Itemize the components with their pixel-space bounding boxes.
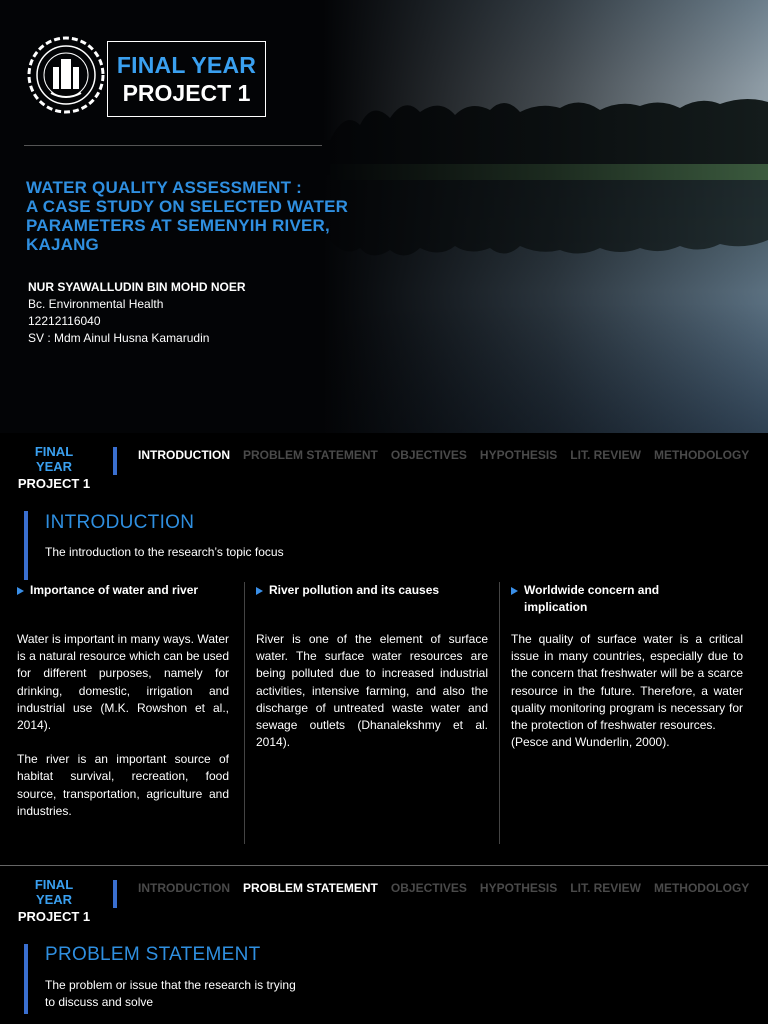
column-divider	[499, 582, 500, 844]
final-year-project-badge	[107, 41, 266, 117]
tab-introduction[interactable]: INTRODUCTION	[138, 448, 230, 462]
section-subtitle-line-2: to discuss and solve	[45, 995, 154, 1009]
tab-hypothesis[interactable]: HYPOTHESIS	[479, 881, 558, 895]
column-paragraph: The river is an important source of habitat survival, recreation, food source, transportation, agriculture and industries.	[17, 752, 229, 818]
triangle-bullet-icon	[256, 587, 263, 595]
triangle-bullet-icon	[511, 587, 518, 595]
column-citation: (Pesce and Wunderlin, 2000).	[511, 735, 670, 750]
tab-lit-review[interactable]: LIT. REVIEW	[570, 448, 641, 462]
nav-brand-line-1: FINAL YEAR	[34, 444, 74, 474]
triangle-bullet-icon	[17, 587, 24, 595]
tab-introduction[interactable]: INTRODUCTION	[138, 881, 230, 895]
title-line-1: WATER QUALITY ASSESSMENT :	[26, 178, 302, 197]
column-heading-text: River pollution and its causes	[269, 583, 440, 597]
column-paragraph: Water is important in many ways. Water is a natural resource which can be used for different purposes, namely for drinking, domestic, irrigation and industrial use (M.K. Rowshon et al., 2014).	[17, 632, 229, 733]
nav-brand-line-2: PROJECT 1	[17, 909, 91, 924]
title-slide	[0, 0, 768, 433]
tab-methodology[interactable]: METHODOLOGY	[653, 881, 750, 895]
column-heading-text: Importance of water and river	[30, 583, 199, 597]
column-heading-text	[524, 582, 659, 616]
nav-separator-bar	[113, 880, 117, 908]
column-heading-line-2: implication	[524, 600, 588, 614]
nav-brand-line-2: PROJECT 1	[17, 476, 91, 491]
tab-objectives[interactable]: OBJECTIVES	[390, 881, 467, 895]
section-nav	[138, 448, 762, 462]
nav-separator-bar	[113, 447, 117, 475]
tab-hypothesis[interactable]: HYPOTHESIS	[479, 448, 558, 462]
programme: Bc. Environmental Health	[28, 297, 164, 311]
badge-line-2: PROJECT 1	[122, 80, 251, 106]
column-heading	[511, 582, 743, 616]
section-subtitle: The introduction to the research’s topic focus	[45, 545, 284, 559]
university-logo-icon	[24, 33, 108, 117]
section-subtitle	[45, 977, 296, 1011]
nav-brand	[17, 444, 91, 491]
column-paragraph: The quality of surface water is a critical issue in many countries, especially due to the concern that freshwater will be a scarce resource in the future. Therefore, a water quality monitoring program is necessary for the protection of freshwater resources.	[511, 632, 743, 733]
tab-objectives[interactable]: OBJECTIVES	[390, 448, 467, 462]
nav-brand-line-1: FINAL YEAR	[34, 877, 74, 907]
title-line-2: A CASE STUDY ON SELECTED WATER	[26, 197, 349, 216]
author-name: NUR SYAWALLUDIN BIN MOHD NOER	[28, 280, 246, 294]
column-heading-line-1: Worldwide concern and	[524, 583, 660, 597]
section-title: PROBLEM STATEMENT	[45, 944, 261, 965]
column-heading	[17, 582, 229, 599]
intro-column-2	[256, 582, 488, 751]
slide-separator	[0, 865, 768, 866]
divider	[24, 145, 322, 146]
column-paragraph: River is one of the element of surface water. The surface water resources are being polluted due to increased industrial activities, intensive farming, and also the discharge of untreated waste water and sewage outlets (Dhanalekshmy et al. 2014).	[256, 632, 488, 750]
section-accent-bar	[24, 944, 28, 1014]
intro-column-3	[511, 582, 743, 751]
section-subtitle-line-1: The problem or issue that the research is trying	[45, 978, 296, 992]
tab-methodology[interactable]: METHODOLOGY	[653, 448, 750, 462]
supervisor: SV : Mdm Ainul Husna Kamarudin	[28, 331, 210, 345]
section-accent-bar	[24, 511, 28, 580]
author-info	[28, 279, 246, 347]
column-divider	[244, 582, 245, 844]
project-title	[26, 178, 386, 254]
title-line-4: KAJANG	[26, 235, 99, 254]
student-id: 12212116040	[28, 314, 101, 328]
intro-column-1	[17, 582, 229, 820]
section-title: INTRODUCTION	[45, 512, 195, 533]
title-line-3: PARAMETERS AT SEMENYIH RIVER,	[26, 216, 330, 235]
badge-line-1: FINAL YEAR	[116, 52, 257, 78]
tab-lit-review[interactable]: LIT. REVIEW	[570, 881, 641, 895]
nav-brand	[17, 877, 91, 924]
section-nav	[138, 881, 762, 895]
tab-problem-statement[interactable]: PROBLEM STATEMENT	[243, 448, 378, 462]
column-heading	[256, 582, 488, 599]
tab-problem-statement[interactable]: PROBLEM STATEMENT	[243, 881, 378, 895]
